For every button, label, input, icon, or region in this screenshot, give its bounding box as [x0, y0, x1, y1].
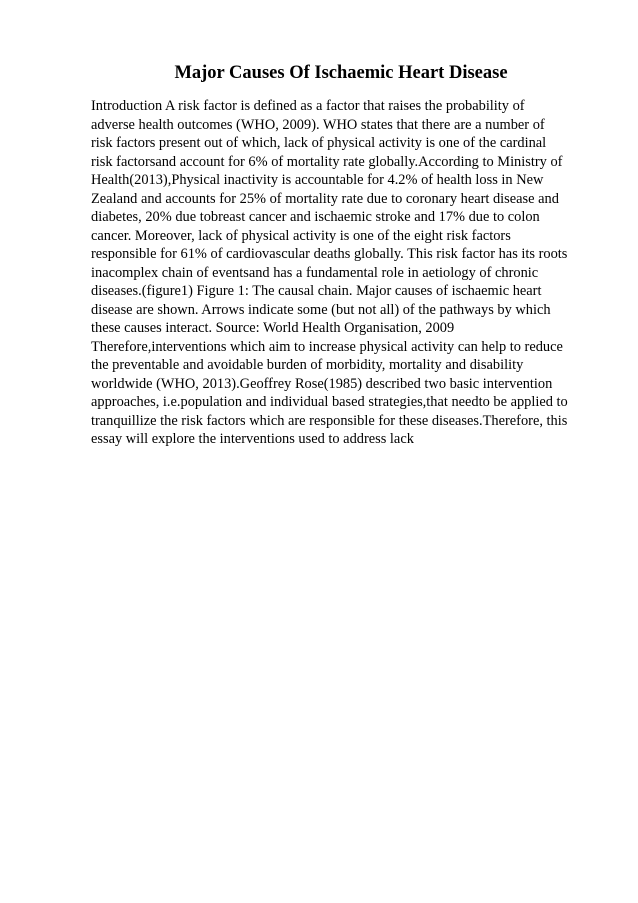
body-line: the preventable and avoidable burden of morbidity, mortality and disability	[91, 357, 524, 373]
body-line: cancer. Moreover, lack of physical activity is one of the eight risk factors	[91, 227, 511, 244]
body-line: these causes interact. Source: World Health Organisation, 2009	[91, 320, 455, 336]
body-line: responsible for 61% of cardiovascular deaths globally. This risk factor has its roots	[91, 246, 568, 262]
body-line: Health(2013),Physical inactivity is accountable for 4.2% of health loss in New	[91, 172, 544, 188]
body-line: Introduction A risk factor is defined as a factor that raises the probability of	[91, 98, 525, 114]
body-line: tranquillize the risk factors which are responsible for these diseases.Therefore, this	[91, 412, 568, 429]
body-line: diabetes, 20% due tobreast cancer and ischaemic stroke and 17% due to colon	[91, 209, 540, 225]
body-line: Therefore,interventions which aim to increase physical activity can help to reduce	[91, 338, 563, 355]
body-line: essay will explore the interventions used to address lack	[91, 431, 414, 447]
body-line: diseases.(figure1) Figure 1: The causal chain. Major causes of ischaemic heart	[91, 283, 542, 299]
body-line: adverse health outcomes (WHO, 2009). WHO states that there are a number of	[91, 116, 545, 133]
body-line: approaches, i.e.population and individual based strategies,that needto be applied to	[91, 394, 568, 410]
body-line: worldwide (WHO, 2013).Geoffrey Rose(1985) described two basic intervention	[91, 375, 553, 392]
body-line: risk factorsand account for 6% of mortality rate globally.According to Ministry of	[91, 153, 563, 170]
body-line: risk factors present out of which, lack of physical activity is one of the cardinal	[91, 135, 547, 151]
body-line: disease are shown. Arrows indicate some (but not all) of the pathways by which	[91, 301, 551, 318]
document-title: Major Causes Of Ischaemic Heart Disease	[174, 63, 508, 83]
body-line: Zealand and accounts for 25% of mortality rate due to coronary heart disease and	[91, 190, 559, 207]
body-line: inacomplex chain of eventsand has a fundamental role in aetiology of chronic	[91, 264, 539, 281]
document-body	[91, 97, 581, 449]
